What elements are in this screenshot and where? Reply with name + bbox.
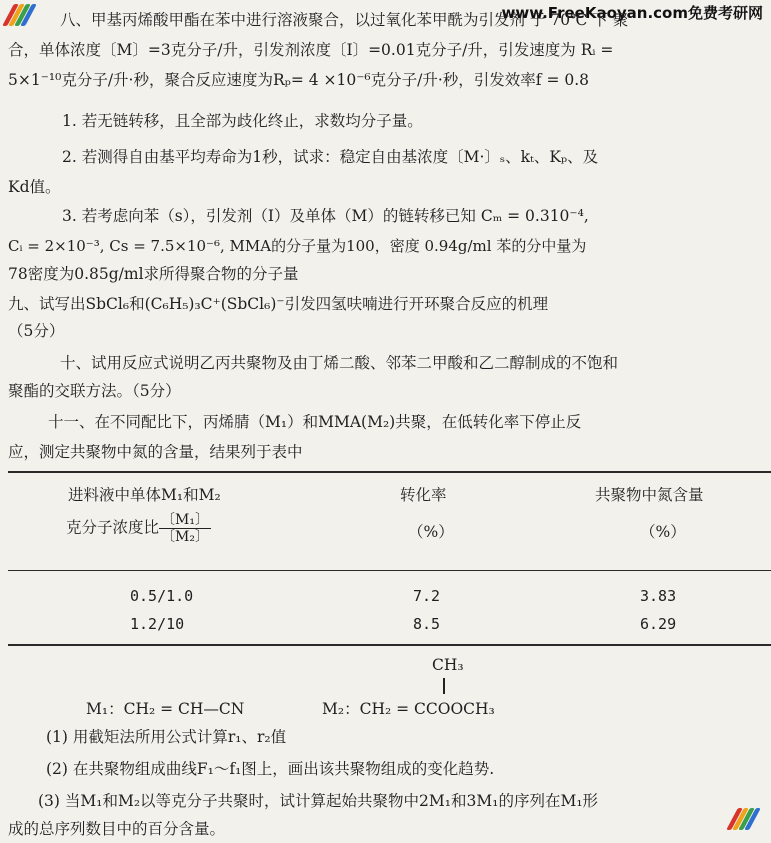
table-cell-nitrogen-1: 3.83 <box>640 587 677 605</box>
table-cell-conversion-1: 7.2 <box>413 587 441 605</box>
q9-line-2: （5分） <box>8 322 65 340</box>
fraction-denominator: 〔M₂〕 <box>161 529 209 545</box>
site-logo-icon-bottom <box>728 808 756 834</box>
col-header-ratio-label: 克分子浓度比 <box>66 518 160 537</box>
table-top-rule <box>8 471 771 473</box>
table-cell-nitrogen-2: 6.29 <box>640 615 677 633</box>
q11-line-1: 十一、在不同配比下，丙烯腈（M₁）和MMA(M₂)共聚，在低转化率下停止反 <box>48 413 582 431</box>
q10-line-1: 十、试用反应式说明乙丙共聚物及由丁烯二酸、邻苯二甲酸和乙二醇制成的不饱和 <box>60 354 619 372</box>
q10-line-2: 聚酯的交联方法。（5分） <box>8 382 181 400</box>
methyl-group-label: CH₃ <box>432 656 464 674</box>
concentration-ratio-fraction <box>159 512 211 545</box>
col-header-nitrogen-unit: （%） <box>640 523 686 541</box>
monomer-1-formula: M₁：CH₂ = CH—CN <box>86 700 245 718</box>
col-header-nitrogen: 共聚物中氮含量 <box>595 486 704 504</box>
col-header-conversion-unit: （%） <box>408 523 454 541</box>
table-header-rule <box>8 570 771 571</box>
monomer-2-formula: M₂：CH₂ = CCOOCH₃ <box>322 700 495 718</box>
col-header-ratio-line-2 <box>66 512 211 545</box>
q8-line-3: 5×1⁻¹⁰克分子/升·秒，聚合反应速度为Rₚ= 4 ×10⁻⁶克分子/升·秒，引发效率f = 0.8 <box>8 71 590 89</box>
col-header-ratio: 进料液中单体M₁和M₂ <box>68 486 221 504</box>
q8-sub-1: 1. 若无链转移，且全部为歧化终止，求数均分子量。 <box>62 112 423 130</box>
task-1: (1) 用截矩法所用公式计算r₁、r₂值 <box>46 728 287 746</box>
q8-sub-3: 3. 若考虑向苯（s），引发剂（I）及单体（M）的链转移已知 Cₘ = 0.310⁻⁴, <box>62 207 589 225</box>
table-cell-ratio-2: 1.2/10 <box>130 615 185 633</box>
table-cell-ratio-1: 0.5/1.0 <box>130 587 194 605</box>
q8-sub-2: 2. 若测得自由基平均寿命为1秒，试求：稳定自由基浓度〔M·〕ₛ、kₜ、Kₚ、及 <box>62 148 599 166</box>
q8-sub-2-cont: Kd值。 <box>8 178 61 196</box>
site-url: www.FreeKaoyan.com免费考研网 <box>501 4 763 22</box>
task-3-cont: 成的总序列数目中的百分含量。 <box>8 820 226 838</box>
q8-line-1: 八、甲基丙烯酸甲酯在苯中进行溶液聚合，以过氧化苯甲酰为引发剂 于 70℃ 下 聚 <box>60 11 629 29</box>
q8-sub-3-cont-1: Cᵢ = 2×10⁻³, Cs = 7.5×10⁻⁶, MMA的分子量为100，密度 0.94g/ml 苯的分中量为 <box>8 237 587 255</box>
methyl-bond <box>443 678 445 694</box>
fraction-numerator: 〔M₁〕 <box>161 512 209 528</box>
site-logo-icon <box>4 4 32 30</box>
q11-line-2: 应，测定共聚物中氮的含量，结果列于表中 <box>8 443 303 461</box>
q9-line-1: 九、试写出SbCl₆和(C₆H₅)₃C⁺(SbCl₆)⁻引发四氢呋喃进行开环聚合反应的机理 <box>8 295 549 313</box>
task-2: (2) 在共聚物组成曲线F₁～f₁图上，画出该共聚物组成的变化趋势. <box>46 760 495 778</box>
q8-sub-3-cont-2: 78密度为0.85g/ml求所得聚合物的分子量 <box>8 265 299 283</box>
task-3: (3) 当M₁和M₂以等克分子共聚时，试计算起始共聚物中2M₁和3M₁的序列在M₁形 <box>38 792 599 810</box>
q8-line-2: 合，单体浓度〔M〕=3克分子/升，引发剂浓度〔I〕=0.01克分子/升，引发速度为 Rᵢ = <box>8 41 614 59</box>
table-bottom-rule <box>8 644 771 646</box>
col-header-conversion: 转化率 <box>400 486 447 504</box>
table-cell-conversion-2: 8.5 <box>413 615 441 633</box>
